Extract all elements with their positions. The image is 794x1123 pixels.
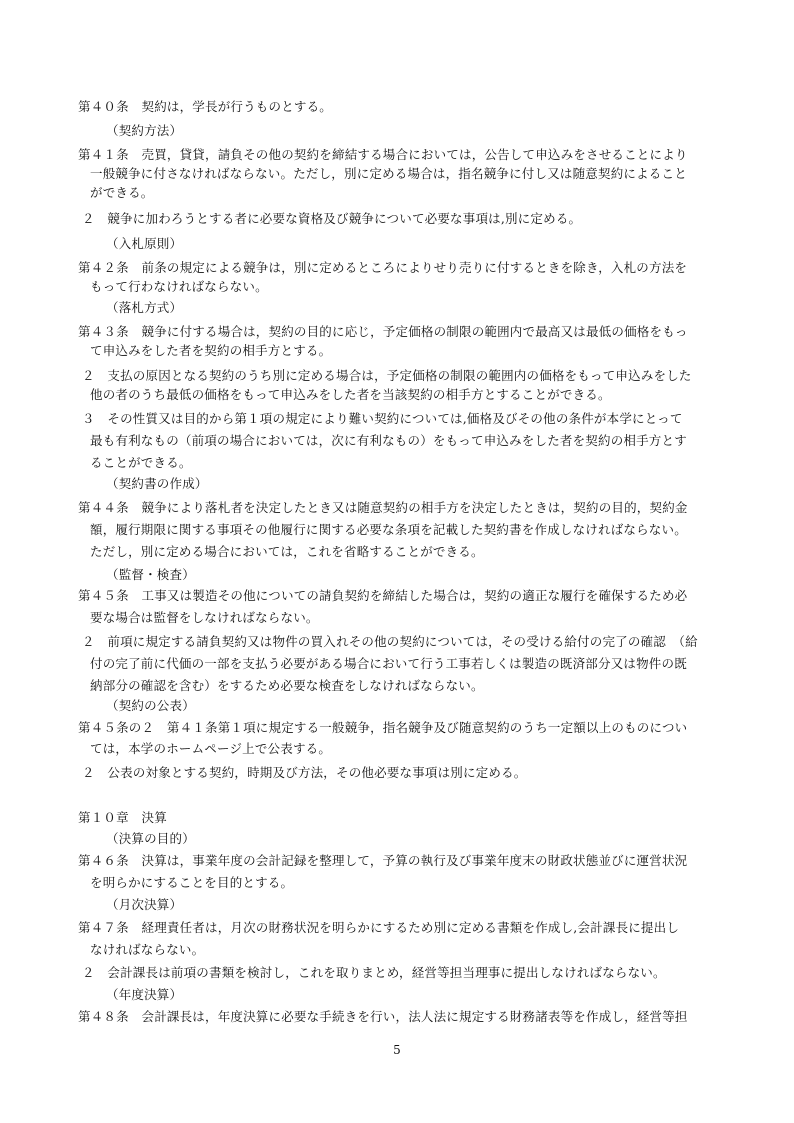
- article-46-line-2: を明らかにすることを目的とする。: [90, 875, 294, 890]
- heading-supervision-inspection: （監督・検査）: [106, 567, 195, 582]
- article-44-line-2: 額，履行期限に関する事項その他履行に関する必要な条項を記載した契約書を作成しなければならない。: [90, 522, 687, 537]
- article-45-2-line-1: 第４５条の２ 第４１条第１項に規定する一般競争，指名競争及び随意契約のうち一定額以上のものについ: [78, 720, 688, 735]
- article-46-line-1: 第４６条 決算は，事業年度の会計記録を整理して，予算の執行及び事業年度末の財政状態並びに運営状況: [78, 853, 688, 868]
- article-43-paragraph-3-line-2: 最も有利なもの（前項の場合においては，次に有利なもの）をもって申込みをした者を契約の相手方とす: [90, 433, 687, 448]
- article-43-line-1: 第４３条 競争に付する場合は，契約の目的に応じ，予定価格の制限の範囲内で最高又は最低の価格をもっ: [78, 324, 688, 339]
- article-45-2-line-2: ては，本学のホームページ上で公表する。: [90, 741, 332, 756]
- article-47-line-2: なければならない。: [90, 942, 205, 957]
- article-44-line-3: ただし，別に定める場合においては，これを省略することができる。: [90, 544, 484, 559]
- article-47-line-1: 第４７条 経理責任者は，月次の財務状況を明らかにするため別に定める書類を作成し,会計課長に提出し: [78, 920, 680, 935]
- article-45-2-paragraph-2: ２ 公表の対象とする契約，時期及び方法，その他必要な事項は別に定める。: [82, 765, 527, 780]
- article-42-line-2: もって行わなければならない。: [90, 279, 268, 294]
- article-41-line-1: 第４１条 売買，貸貸，請負その他の契約を締結する場合においては，公告して申込みをさせることにより: [78, 147, 688, 162]
- heading-contract-document: （契約書の作成）: [106, 476, 208, 491]
- heading-award-method: （落札方式）: [106, 300, 183, 315]
- heading-contract-method: （契約方法）: [106, 123, 183, 138]
- article-45-line-1: 第４５条 工事又は製造その他についての請負契約を締結した場合は，契約の適正な履行を確保するため必: [78, 588, 688, 603]
- heading-annual-settlement: （年度決算）: [106, 987, 183, 1002]
- article-42-line-1: 第４２条 前条の規定による競争は，別に定めるところによりせり売りに付するときを除き，入札の方法を: [78, 260, 688, 275]
- article-43-paragraph-3-line-1: ３ その性質又は目的から第１項の規定により難い契約については,価格及びその他の条件が本学にとって: [82, 411, 683, 426]
- article-43-line-2: て申込みをした者を契約の相手方とする。: [90, 343, 332, 358]
- heading-monthly-settlement: （月次決算）: [106, 897, 183, 912]
- article-43-paragraph-2-line-1: ２ 支払の原因となる契約のうち別に定める場合は，予定価格の制限の範囲内の価格をもって申込みをした: [82, 368, 692, 383]
- article-45-paragraph-2-line-3: 納部分の確認を含む）をするため必要な検査をしなければならない。: [90, 678, 484, 693]
- article-45-line-2: 要な場合は監督をしなければならない。: [90, 610, 319, 625]
- article-47-paragraph-2: ２ 会計課長は前項の書類を検討し，これを取りまとめ，経営等担当理事に提出しなければならない。: [82, 965, 666, 980]
- article-43-paragraph-3-line-3: ることができる。: [90, 455, 192, 470]
- article-41-line-2: 一般競争に付さなければならない。ただし，別に定める場合は，指名競争に付し又は随意契約によること: [90, 166, 687, 181]
- heading-contract-publication: （契約の公表）: [106, 698, 195, 713]
- article-44-line-1: 第４４条 競争により落札者を決定したとき又は随意契約の相手方を決定したときは，契約の目的，契約金: [78, 500, 688, 515]
- page-number: 5: [393, 1043, 401, 1057]
- article-41-paragraph-2: ２ 競争に加わろうとする者に必要な資格及び競争について必要な事項は,別に定める。: [82, 211, 582, 226]
- chapter-10-title: 第１０章 決算: [78, 810, 167, 825]
- article-45-paragraph-2-line-1: ２ 前項に規定する請負契約又は物件の買入れその他の契約については，その受ける給付の完了の確認 （給: [82, 634, 698, 649]
- article-48-line-1: 第４８条 会計課長は，年度決算に必要な手続きを行い，法人法に規定する財務諸表等を作成し，経営等担: [78, 1009, 688, 1024]
- article-40: 第４０条 契約は，学長が行うものとする。: [78, 99, 333, 114]
- article-45-paragraph-2-line-2: 付の完了前に代価の一部を支払う必要がある場合において行う工事若しくは製造の既済部分又は物件の既: [90, 656, 687, 671]
- article-43-paragraph-2-line-2: 他の者のうち最低の価格をもって申込みをした者を当該契約の相手方とすることができる。: [90, 387, 611, 402]
- heading-purpose-of-settlement: （決算の目的）: [106, 831, 195, 846]
- article-41-line-3: ができる。: [90, 185, 154, 200]
- heading-bidding-principle: （入札原則）: [106, 236, 183, 251]
